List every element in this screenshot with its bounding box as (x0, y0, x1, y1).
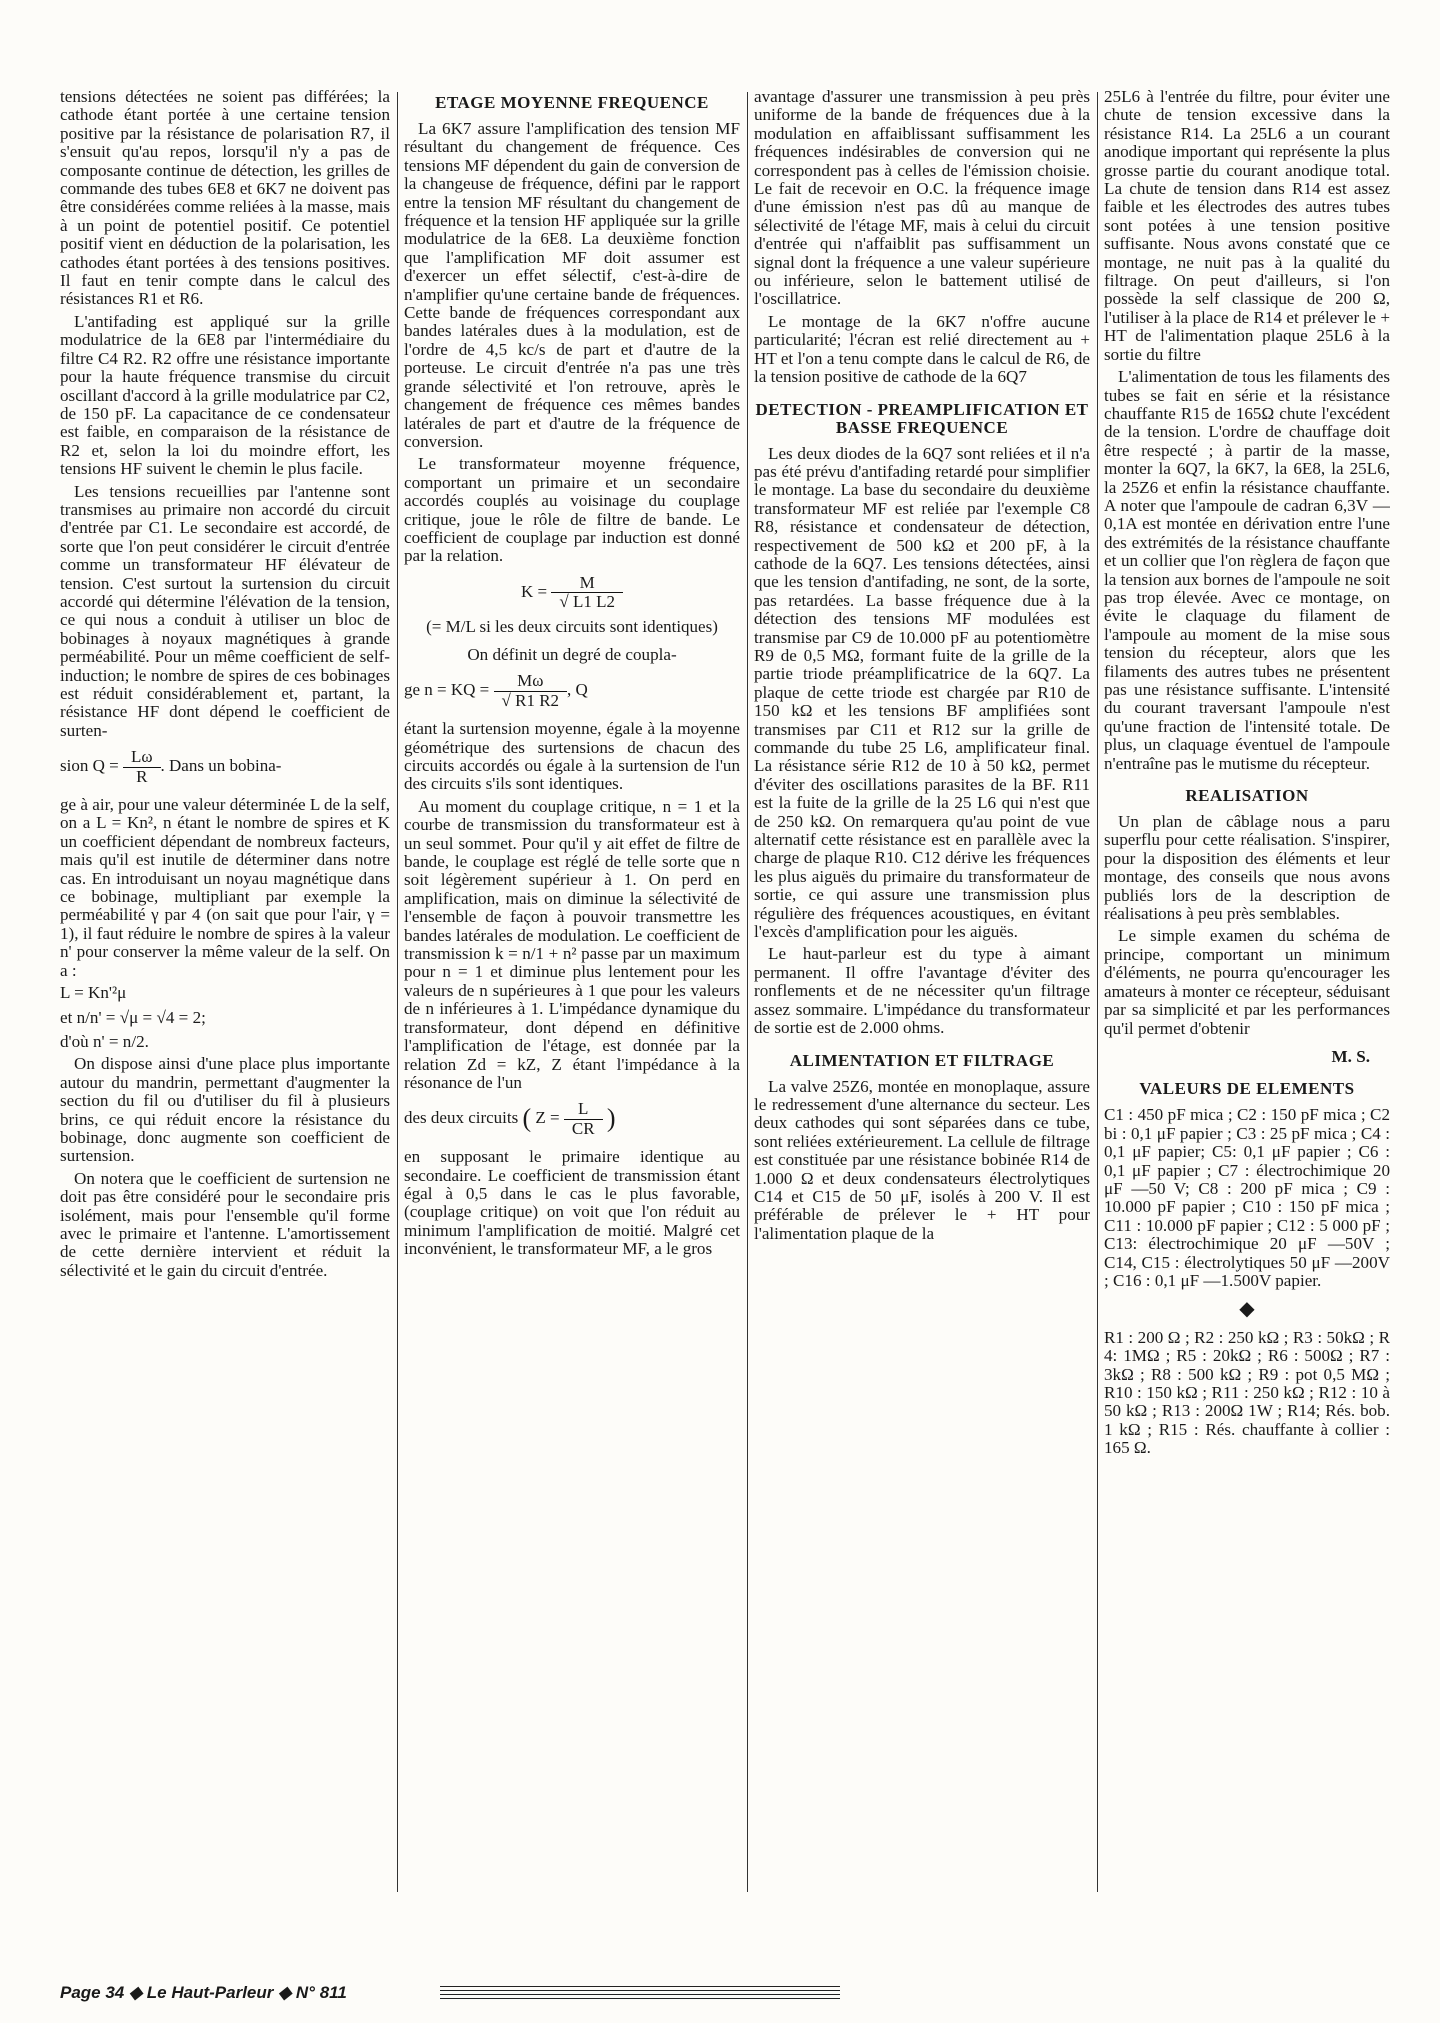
col3-paragraph-2: Le montage de la 6K7 n'offre aucune particularité; l'écran est relié directement au + HT et l'on a tenu compte dans le calcul de R6, de la tension positive de cathode de la 6Q7 (754, 311, 1090, 387)
formula-fraction (123, 748, 161, 786)
newspaper-page (60, 88, 1390, 1958)
formula-z: Z = (535, 1108, 560, 1128)
column-divider (1097, 92, 1098, 1892)
col1-paragraph-1: tensions détectées ne soient pas différées; la cathode étant portée à une certaine tension positive par la résistance de polarisation R7, il s'ensuit qu'au repos, lorsqu'il n'y a pas de composante continue de détection, les grilles de commande des tubes 6E8 et 6K7 ne doivent pas être considérées comme reliées à la masse, mais à un point de potentiel positif. Ce potentiel positif vient en déduction de la polarisation, les cathodes étant portées à des tensions positives. Il faut en tenir compte dans le calcul des résistances R1 et R6. (60, 88, 390, 309)
col1-paragraph-6: On notera que le coefficient de surtension ne doit pas être considéré pour le secondaire pris isolément, mais pour l'ensemble qu'il forme avec le primaire et l'antenne. L'amortissement de cette dernière intervient et réduit la sélectivité et le gain du circuit d'entrée. (60, 1168, 390, 1280)
formula-fraction (551, 574, 623, 612)
section-title-detection: DETECTION - PREAMPLIFICATION ET BASSE FREQUENCE (755, 399, 1089, 437)
formula-tail: , Q (567, 680, 588, 700)
formula-note: (= M/L si les deux circuits sont identiques) (426, 616, 718, 636)
resistor-values: R1 : 200 Ω ; R2 : 250 kΩ ; R3 : 50kΩ ; R 4: 1MΩ ; R5 : 20kΩ ; R6 : 500Ω ; R7 : 3kΩ ; R8 : 500 kΩ ; R9 : pot 0,5 MΩ ; R10 : 150 kΩ ; R11 : 250 kΩ ; R12 : 10 à 50 kΩ ; R13 : 200Ω 1W ; R14; Rés. bob. 1 kΩ ; R15 : Rés. chauffante à collier : 165 Ω. (1104, 1327, 1390, 1458)
col3-paragraph-1: avantage d'assurer une transmission à peu près uniforme de la bande de fréquences due à la modulation en affaiblissant suffisamment les fréquences indésirables de conversion qui ne correspondent pas à celles de l'émission choisie. Le fait de recevoir en O.C. la fréquence image d'une émission n'est pas dû au manque de sélectivité de l'étage MF, mais à celui du circuit d'entrée qui n'affaiblit pas suffisamment un signal dont la fréquence a une valeur supérieure ou inférieure, selon le battement utilisé de l'oscillatrice. (754, 88, 1090, 309)
formula-numerator: M (551, 574, 623, 593)
capacitor-values: C1 : 450 pF mica ; C2 : 150 pF mica ; C2 bi : 0,1 μF papier ; C3 : 25 pF mica ; C4 : 0,1 μF papier; C5: 0,1 μF papier ; C6 : 0,1 μF papier ; C7 : électrochimique 20 μF —50 V; C8 : 200 pF mica ; C9 : 10.000 pF papier ; C10 : 150 pF mica ; C11 : 10.000 pF papier ; C12 : 5 000 pF ; C13: électrochimique 20 μF —50V ; C14, C15 : électrolytiques 50 μF —200V ; C16 : 0,1 μF —1.500V papier. (1104, 1105, 1390, 1290)
col1-paragraph-3: Les tensions recueillies par l'antenne sont transmises au primaire non accordé du circuit d'entrée par C1. Le secondaire est accordé, de sorte que l'on peut considérer le circuit d'entrée comme un transformateur HF élévateur de tension. C'est surtout la surtension du circuit accordé qui détermine l'élévation de la tension, ce qui nous a conduit à utiliser un bloc de bobinages à noyaux magnétiques à grande perméabilité. Pour un même coefficient de self-induction; le nombre de spires de ces bobinages est réduit considérablement et, partant, la résistance HF dont dépend le coefficient de surten- (60, 481, 390, 740)
formula-denominator: √ L1 L2 (559, 592, 615, 612)
col2-paragraph-6: en supposant le primaire identique au secondaire. Le coefficient de transmission étant égal à 0,5 dans le cas le plus favorable, (couplage critique) on voit que l'on réduit au minimum l'amplification de moitié. Malgré cet inconvénient, le transformateur MF, a le gros (404, 1147, 740, 1259)
equation-3: d'où n' = n/2. (60, 1031, 149, 1051)
impedance-formula (404, 1100, 740, 1138)
column-1 (60, 88, 390, 1958)
formula-denominator: R (136, 766, 148, 786)
formula-numerator: Mω (494, 672, 568, 691)
column-divider (397, 92, 398, 1892)
formula-lhs: ge n = KQ = (404, 680, 490, 700)
equation-2: et n/n' = √μ = √4 = 2; (60, 1007, 206, 1027)
footer-decorative-lines (440, 1986, 840, 2000)
col2-paragraph-3: On définit un degré de coupla- (467, 644, 677, 664)
formula-fraction (494, 672, 568, 710)
formula-numerator: Lω (123, 748, 161, 767)
formula-lhs: sion Q = (60, 756, 119, 776)
col3-paragraph-5: La valve 25Z6, montée en monoplaque, assure le redressement d'une alternance du secteur. Les deux cathodes qui sont séparées dans ce tube, sont reliées extérieurement. La cellule de filtrage est constituée par une résistance bobinée R14 de 1.000 Ω et deux condensateurs électrolytiques C14 et C15 de 50 μF, isolés à 200 V. Il est préférable de prélever le + HT pour l'alimentation plaque de la (754, 1076, 1090, 1243)
footer-text: Page 34 ◆ Le Haut-Parleur ◆ N° 811 (60, 1983, 347, 2002)
paren-right: ) (606, 1104, 616, 1134)
column-3 (754, 88, 1090, 1958)
col4-paragraph-4: Le simple examen du schéma de principe, comportant un minimum d'éléments, ne pourra qu'encourager les amateurs à monter ce récepteur, séduisant par sa simplicité et par les performances qu'il permet d'obtenir (1104, 926, 1390, 1038)
col2-paragraph-2: Le transformateur moyenne fréquence, comportant un primaire et un secondaire accordés couplés au voisinage du couplage critique, joue le rôle de filtre de bande. Le coefficient de couplage par induction est donné par la relation. (404, 454, 740, 566)
diamond-separator-icon: ◆ (1239, 1298, 1255, 1321)
formula-lhs: des deux circuits (404, 1108, 519, 1128)
section-title-realisation: REALISATION (1185, 786, 1309, 806)
col1-paragraph-5: On dispose ainsi d'une place plus importante autour du mandrin, permettant d'augmenter la section du fil ou d'utiliser du fil à plusieurs brins, ce qui réduit encore la résistance du bobinage, donc augmente son coefficient de surtension. (60, 1054, 390, 1166)
author-signature: M. S. (1331, 1046, 1370, 1066)
col1-paragraph-4: ge à air, pour une valeur déterminée L de la self, on a L = Kn², n étant le nombre de spires et K un coefficient dépendant de nombreux facteurs, mais qu'il est inutile de déterminer dans notre cas. En introduisant un noyau magnétique dans ce bobinage, multipliant par exemple la perméabilité γ par 4 (on sait que pour l'air, γ = 1), il faut réduire le nombre de spires à la valeur n' pour conserver la même valeur de la self. On a : (60, 795, 390, 980)
column-4 (1104, 88, 1390, 1958)
formula-numerator: L (564, 1100, 603, 1119)
col1-paragraph-2: L'antifading est appliqué sur la grille modulatrice de la 6E8 par l'intermédiaire du filtre C4 R2. R2 offre une résistance importante pour la haute fréquence transmise du circuit oscillant d'accord à la grille modulatrice par C2, de 150 pF. La capacitance de ce condensateur est faible, en comparaison de la résistance de R2 et, selon la loi du moindre effort, les tensions HF suivent le chemin le plus facile. (60, 311, 390, 479)
formula-fraction (564, 1100, 603, 1138)
formula-tail: . Dans un bobina- (160, 756, 282, 776)
formula-lhs: K = (521, 581, 548, 601)
col3-paragraph-4: Le haut-parleur est du type à aimant permanent. Il offre l'avantage d'éviter des ronflements et de ne nécessiter qu'un filtrage assez sommaire. L'impédance du transformateur de sortie est de 2.000 ohms. (754, 944, 1090, 1038)
col2-paragraph-5: Au moment du couplage critique, n = 1 et la courbe de transmission du transformateur est à un seul sommet. Pour qu'il y ait effet de filtre de bande, le couplage est réglé de telle sorte que n soit légèrement supérieur à 1. On perd en amplification, mais on diminue la sélectivité de l'ensemble de façon à pouvoir transmettre les bandes latérales de modulation. Le coefficient de transmission k = n/1 + n² passe par un maximum pour n = 1 et diminue plus lentement pour les valeurs de n supérieures à 1 que pour les valeurs de n inférieures à 1. L'impédance dynamique du transformateur, dont dépend en définitive l'amplification de l'étage, est donnée par la relation Zd = kZ, Z étant l'impédance à la résonance de l'un (404, 796, 740, 1092)
formula-denominator: √ R1 R2 (501, 690, 560, 710)
col4-paragraph-3: Un plan de câblage nous a paru superflu pour cette réalisation. S'inspirer, pour la disposition des éléments et leur montage, des conseils que nous avons publiés lors de la description de réalisations à peu près semblables. (1104, 812, 1390, 924)
formula-denominator: CR (571, 1118, 595, 1138)
paren-left: ( (522, 1104, 532, 1134)
col4-paragraph-2: L'alimentation de tous les filaments des tubes se fait en série et la résistance chauffante R15 de 165Ω chute l'excédent de la tension. L'ordre de chauffage doit être respecté ; à partir de la masse, monter la 6Q7, la 6K7, la 6E8, la 25L6, la 25Z6 et enfin la résistance chauffante. A noter que l'ampoule de cadran 6,3V —0,1A est montée en dérivation entre l'une des extrémités de la résistance chauffante et un collier que l'on règlera de façon que la tension aux bornes de l'ampoule ne soit pas trop élevée. Avec ce montage, on évite le claquage du filament de l'ampoule au moment de la mise sous tension du récepteur, alors que les filaments des autres tubes ne présentent pas une résistance suffisante. L'intensité du courant traversant l'ampoule n'est qu'une fraction de l'intensité totale. De plus, un claquage éventuel de l'ampoule n'entraîne pas le mutisme du récepteur. (1104, 367, 1390, 773)
section-title-alimentation: ALIMENTATION ET FILTRAGE (789, 1050, 1055, 1070)
equation-1: L = Kn'²μ (60, 983, 127, 1003)
degree-formula (404, 672, 740, 710)
section-title-valeurs: VALEURS DE ELEMENTS (1139, 1079, 1355, 1099)
column-divider (747, 92, 748, 1892)
coupling-formula (404, 574, 740, 636)
col4-paragraph-1: 25L6 à l'entrée du filtre, pour éviter une chute de tension excessive dans la résistance R14. La 25L6 a un courant anodique important qui représente la plus grosse partie du courant anodique total. La chute de tension dans R14 est assez faible et les électrodes des autres tubes sont potées à une tension positive suffisante. Nous avons constaté que ce montage, ne nuit pas à la qualité du filtrage. On peut d'ailleurs, si l'on possède la self classique de 200 Ω, l'utiliser à la place de R14 et prélever le + HT de l'alimentation plaque 25L6 à la sortie du filtre (1104, 88, 1390, 364)
column-2 (404, 88, 740, 1958)
col2-paragraph-1: La 6K7 assure l'amplification des tension MF résultant du changement de fréquence. Ces tensions MF dépendent du gain de conversion de la changeuse de fréquence, défini par le rapport entre la tension MF résultant du changement de fréquence et la tension HF appliquée sur la grille modulatrice de la 6E8. La deuxième fonction que l'amplification MF doit assumer est d'exercer un effet sélectif, c'est-à-dire de n'amplifier qu'une certaine bande de fréquences. Cette bande de fréquences correspondant aux bandes latérales dues à la modulation, est de l'ordre de 4,5 kc/s de part et d'autre de la porteuse. Le circuit d'entrée n'a pas une très grande sélectivité et l'on retrouve, après le changement de fréquence ces mêmes bandes latérales de part et d'autre de la fréquence de conversion. (404, 119, 740, 451)
col3-paragraph-3: Les deux diodes de la 6Q7 sont reliées et il n'a pas été prévu d'antifading retardé pour simplifier le montage. La base du secondaire du deuxième transformateur MF est reliée par l'exemple C8 R8, résistance et condensateur de détection, respectivement de 500 kΩ et 200 pF, à la cathode de la 6Q7. Les tensions détectées, ainsi que les tension d'antifading, ne sont, de la sorte, pas retardées. La basse fréquence due à la détection des tensions MF modulées est transmise par C9 de 10.000 pF au potentiomètre R9 de 0,5 MΩ, formant fuite de la grille de la partie triode préamplificatrice de la 6Q7. La plaque de cette triode est chargée par R10 de 150 kΩ et les tensions BF amplifiées sont transmises par C11 et R12 sur la grille de commande du tube 25 L6, amplificateur final. La résistance série R12 de 10 à 50 kΩ, permet d'éviter des oscillations parasites de la BF. R11 est la fuite de la grille de la 25 L6 qui n'est que de 250 kΩ. On remarquera qu'au point de vue alternatif cette résistance est en parallèle avec la charge de plaque R10. C12 dérive les fréquences les plus aiguës du primaire du transformateur de sortie, ce qui assure une transmission plus régulière des fréquences acoustiques, en évitant l'excès d'amplification pour les aiguës. (754, 443, 1090, 942)
page-footer (60, 1980, 860, 2006)
surtension-formula (60, 748, 390, 786)
col2-paragraph-4: étant la surtension moyenne, égale à la moyenne géométrique des surtensions de chacun des circuits accordés ou égale à la surtension de l'un des circuits s'ils sont identiques. (404, 719, 740, 794)
section-title-moyenne-frequence: ETAGE MOYENNE FREQUENCE (435, 93, 709, 112)
